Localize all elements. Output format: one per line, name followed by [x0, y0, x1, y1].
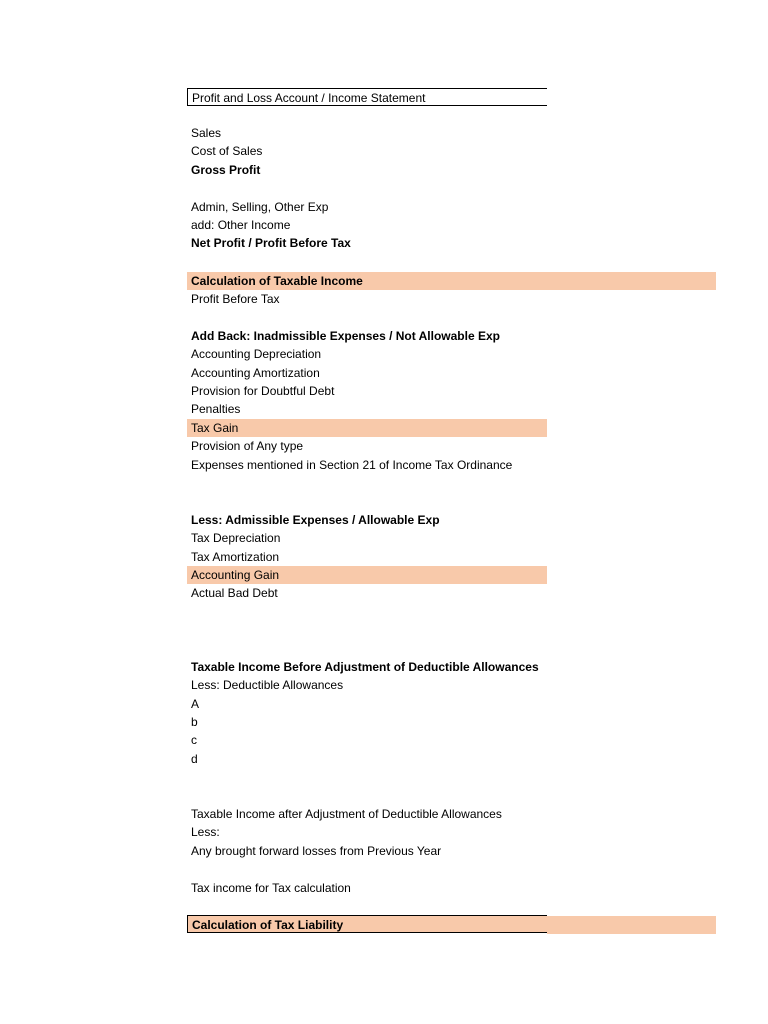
net-profit-label: Net Profit / Profit Before Tax: [191, 236, 351, 250]
gross-profit-label: Gross Profit: [191, 163, 261, 177]
tax-income-label: Tax income for Tax calculation: [191, 881, 351, 895]
allowance-item: d: [191, 752, 198, 766]
addback-item: Accounting Amortization: [191, 366, 320, 380]
addback-item: Penalties: [191, 402, 241, 416]
before-adjustment-label: Taxable Income Before Adjustment of Deductible Allowances: [191, 660, 539, 674]
cost-of-sales-label: Cost of Sales: [191, 144, 263, 158]
addback-item-tax-gain: Tax Gain: [187, 419, 547, 437]
allowance-item: b: [191, 715, 198, 729]
addback-item: Accounting Depreciation: [191, 347, 322, 361]
other-income-label: add: Other Income: [191, 218, 291, 232]
less-deductible-label: Less: Deductible Allowances: [191, 678, 344, 692]
addback-item: Provision of Any type: [191, 439, 304, 453]
addback-item: Provision for Doubtful Debt: [191, 384, 335, 398]
addback-item: Expenses mentioned in Section 21 of Income Tax Ordinance: [191, 458, 513, 472]
less-item-accounting-gain: Accounting Gain: [187, 566, 547, 584]
after-adjustment-label: Taxable Income after Adjustment of Deductible Allowances: [191, 807, 502, 821]
tax-liability-header[interactable]: Calculation of Tax Liability: [187, 915, 547, 933]
tax-liability-highlight-ext: [547, 916, 716, 934]
less-admissible-header: Less: Admissible Expenses / Allowable Exp: [191, 513, 440, 527]
admin-exp-label: Admin, Selling, Other Exp: [191, 200, 329, 214]
sales-label: Sales: [191, 126, 222, 140]
allowance-item: A: [191, 697, 200, 711]
less-item: Actual Bad Debt: [191, 586, 278, 600]
taxable-income-header: Calculation of Taxable Income: [187, 272, 716, 290]
addback-header: Add Back: Inadmissible Expenses / Not Allowable Exp: [191, 329, 500, 343]
pbt-label: Profit Before Tax: [191, 292, 280, 306]
allowance-item: c: [191, 733, 197, 747]
less-item: Tax Depreciation: [191, 531, 281, 545]
less-label: Less:: [191, 825, 220, 839]
pl-title-cell[interactable]: Profit and Loss Account / Income Statement: [187, 88, 547, 106]
bf-losses-label: Any brought forward losses from Previous Year: [191, 844, 442, 858]
less-item: Tax Amortization: [191, 550, 280, 564]
